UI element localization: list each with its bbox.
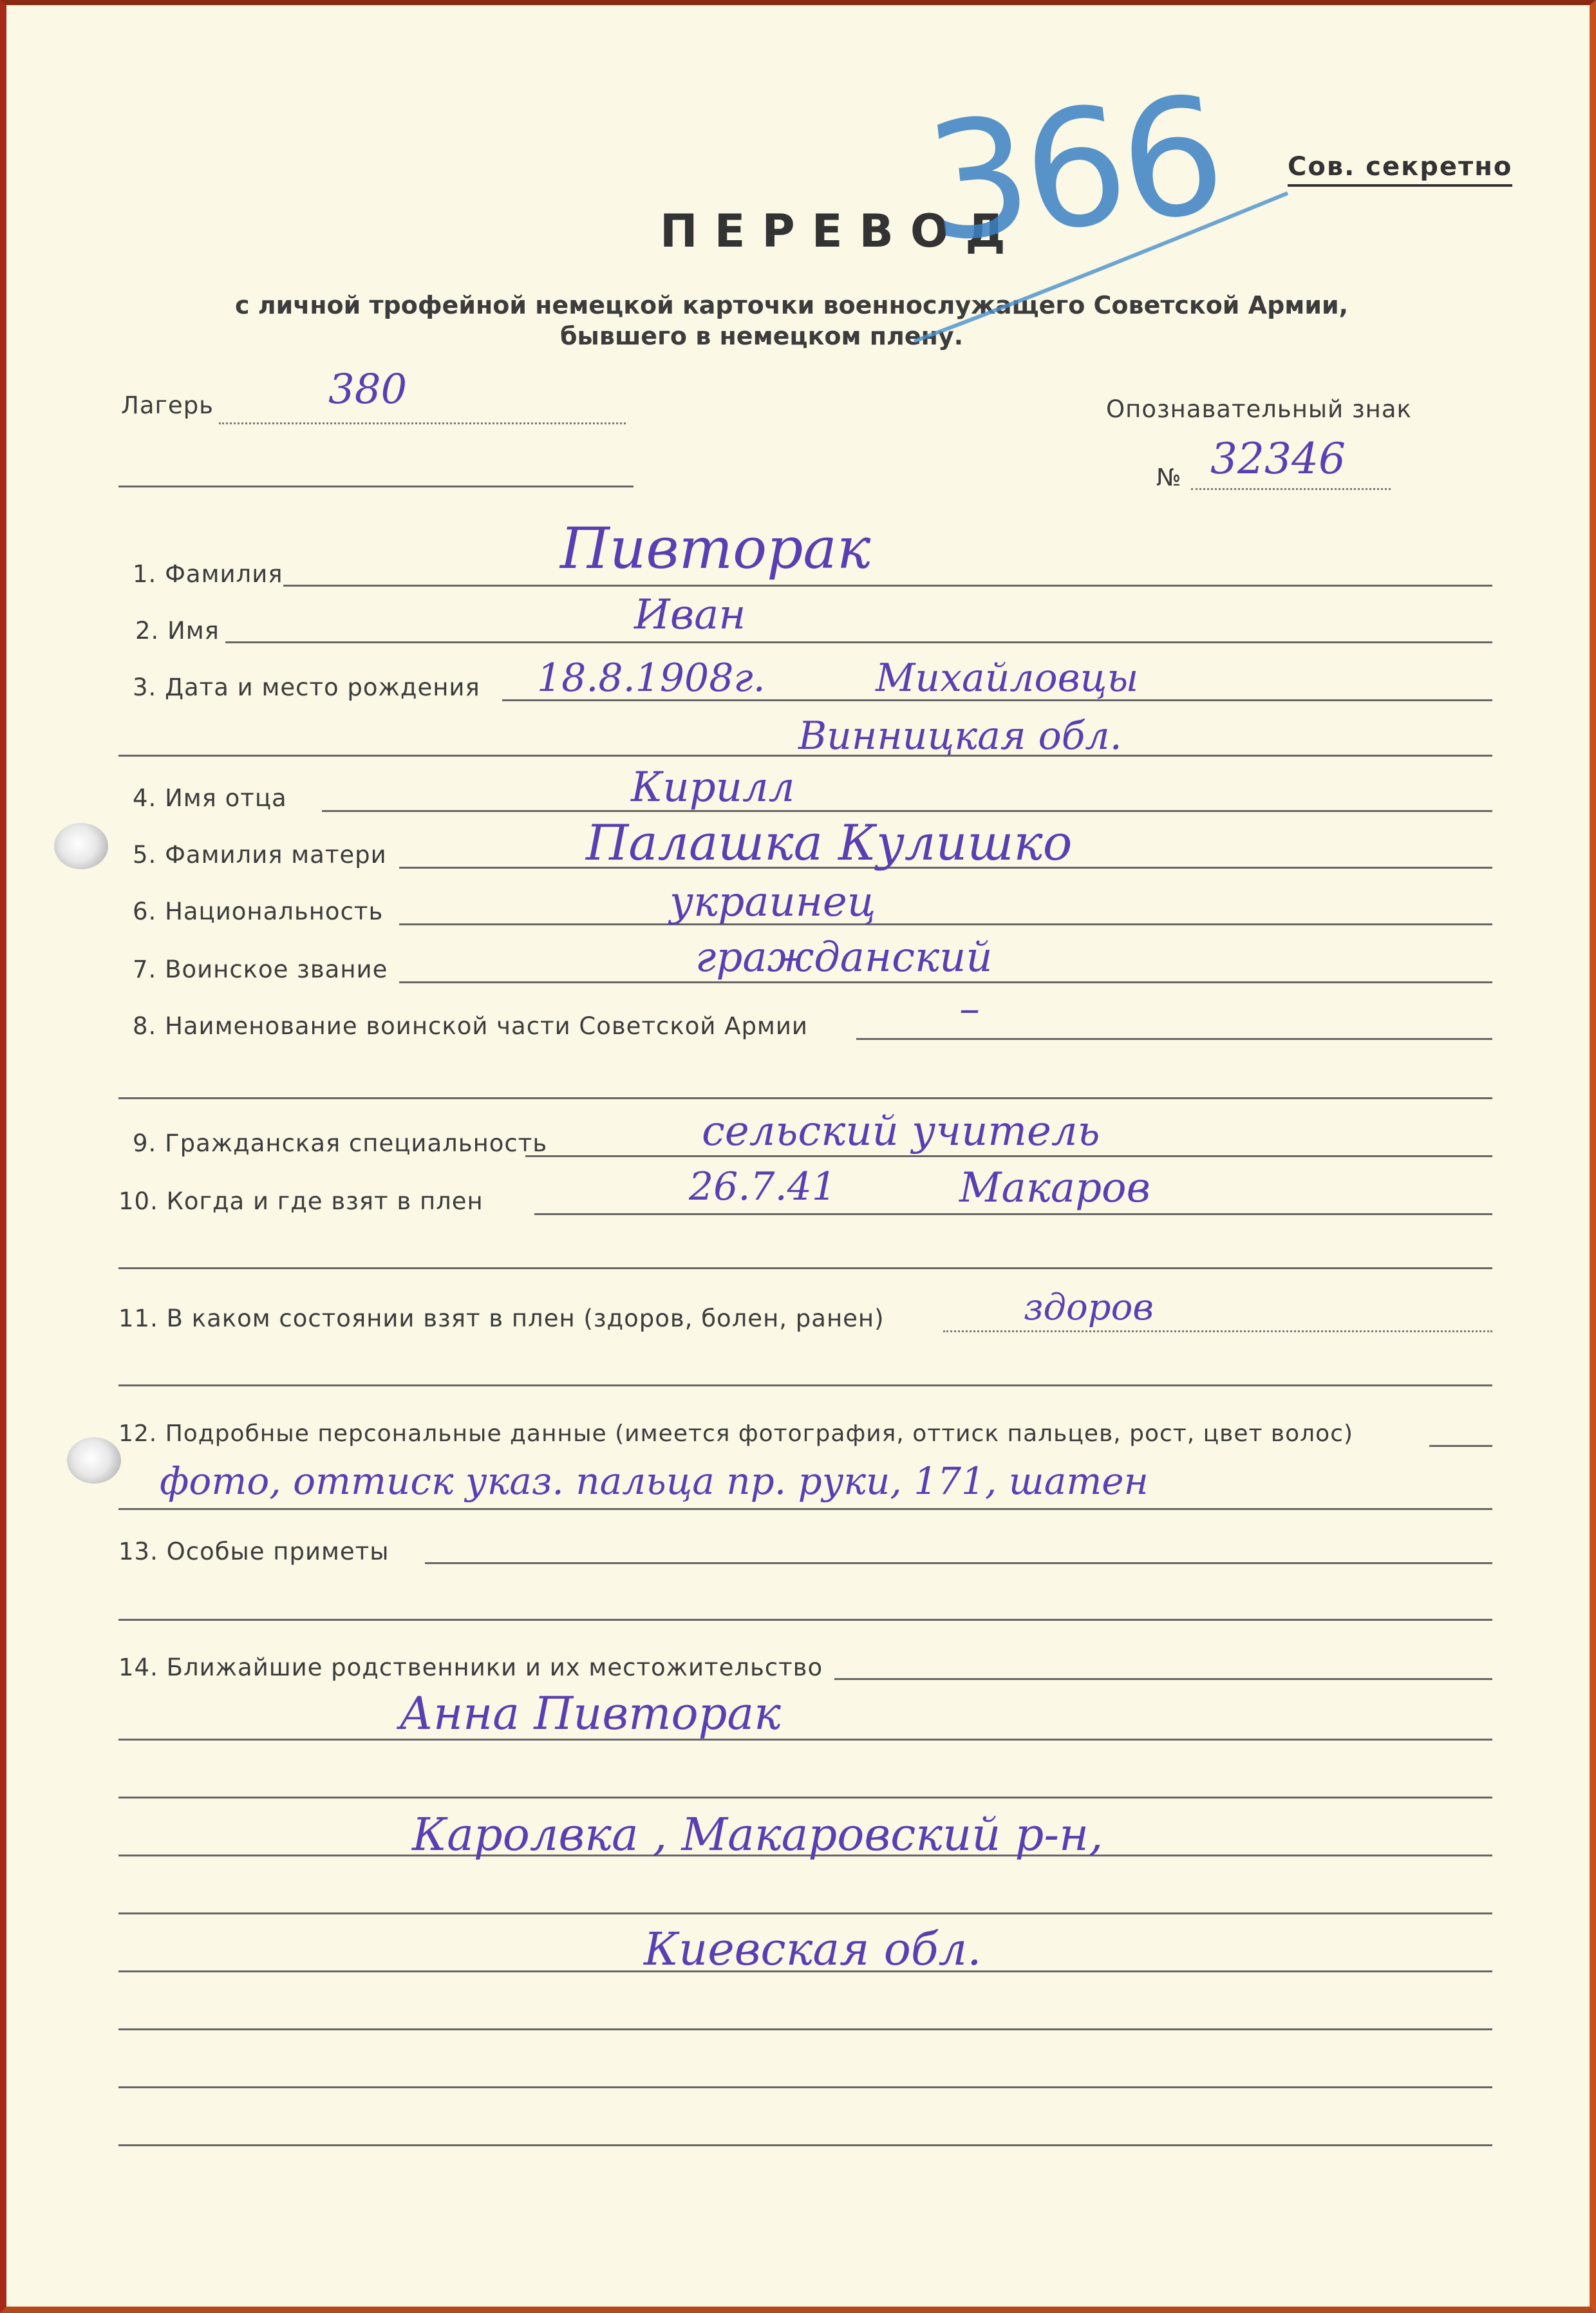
nationality-value: украинец — [670, 878, 876, 926]
captured-line — [534, 1213, 1492, 1215]
camp-line — [219, 422, 626, 424]
personal-line — [1429, 1445, 1492, 1447]
father-line — [322, 810, 1492, 812]
profession-label: 9. Гражданская специальность — [133, 1129, 548, 1157]
captured-label: 10. Когда и где взят в плен — [118, 1187, 483, 1215]
relatives-value-1: Анна Пивторак — [399, 1687, 781, 1740]
marks-line-2 — [118, 1619, 1492, 1621]
birth-date: 18.8.1908г. — [537, 656, 765, 701]
condition-line-2 — [118, 1384, 1492, 1386]
name-line — [225, 641, 1492, 643]
secrecy-stamp: Сов. секретно — [1288, 152, 1512, 187]
nationality-line — [399, 923, 1492, 925]
unit-line-2 — [118, 1097, 1492, 1099]
relatives-line-9 — [118, 2144, 1492, 2146]
profession-line — [525, 1155, 1492, 1157]
birth-label: 3. Дата и место рождения — [133, 674, 480, 701]
relatives-line-5 — [118, 1912, 1492, 1914]
rank-label: 7. Воинское звание — [133, 956, 388, 983]
id-tag-number-prefix: № — [1156, 464, 1182, 491]
condition-label: 11. В каком состоянии взят в плен (здоров, болен, ранен) — [118, 1305, 885, 1332]
relatives-label: 14. Ближайшие родственники и их местожительство — [118, 1654, 823, 1681]
unit-line — [856, 1038, 1492, 1040]
surname-label: 1. Фамилия — [133, 560, 283, 588]
relatives-line-3 — [118, 1797, 1492, 1798]
surname-line — [283, 585, 1492, 587]
marks-label: 13. Особые приметы — [118, 1538, 390, 1565]
relatives-value-3: Киевская обл. — [644, 1923, 982, 1976]
id-tag-line — [1191, 488, 1391, 490]
relatives-line-8 — [118, 2086, 1492, 2088]
personal-line-2 — [118, 1508, 1492, 1510]
relatives-line-7 — [118, 2028, 1492, 2030]
id-tag-value: 32346 — [1210, 434, 1346, 484]
personal-value: фото, оттиск указ. пальца пр. руки, 171, шатен — [160, 1459, 1149, 1503]
surname-value: Пивторак — [560, 515, 871, 581]
personal-label: 12. Подробные персональные данные (имеется фотография, оттиск пальцев, рост, цвет волос) — [118, 1421, 1354, 1447]
rank-line — [399, 981, 1492, 983]
rank-value: гражданский — [695, 934, 993, 981]
archive-stroke — [901, 155, 1300, 361]
father-label: 4. Имя отца — [133, 784, 287, 812]
camp-label: Лагерь — [121, 392, 214, 419]
document-title: ПЕРЕВОД — [660, 205, 1022, 258]
relatives-line-2 — [118, 1739, 1492, 1741]
captured-date: 26.7.41 — [689, 1164, 837, 1209]
mother-label: 5. Фамилия матери — [133, 841, 387, 869]
profession-value: сельский учитель — [702, 1108, 1100, 1155]
name-value: Иван — [634, 591, 746, 639]
camp-line-2 — [118, 486, 634, 487]
relatives-line — [834, 1678, 1492, 1680]
id-tag-label: Опознавательный знак — [1106, 395, 1412, 423]
punch-hole-bottom — [67, 1437, 121, 1484]
condition-line — [943, 1330, 1492, 1332]
camp-value: 380 — [328, 366, 408, 413]
birth-place-1: Михайловцы — [876, 656, 1139, 701]
captured-place: Макаров — [959, 1164, 1150, 1212]
unit-label: 8. Наименование воинской части Советской Армии — [133, 1012, 808, 1040]
document-subtitle-line1: с личной трофейной немецкой карточки военнослужащего Советской Армии, — [235, 291, 1349, 319]
mother-value: Палашка Кулишко — [586, 814, 1073, 871]
archive-number: 366 — [918, 61, 1228, 278]
birth-line-2 — [118, 755, 1492, 757]
condition-value: здоров — [1024, 1287, 1154, 1328]
punch-hole-top — [54, 823, 108, 869]
name-label: 2. Имя — [135, 617, 220, 645]
relatives-value-2: Каролвка , Макаровский р-н, — [412, 1808, 1103, 1861]
nationality-label: 6. Национальность — [133, 898, 384, 925]
father-value: Кирилл — [631, 764, 795, 811]
marks-line — [425, 1562, 1492, 1564]
document-subtitle-line2: бывшего в немецком плену. — [560, 322, 964, 350]
unit-value: – — [959, 985, 980, 1033]
captured-line-2 — [118, 1267, 1492, 1269]
birth-place-2: Винницкая обл. — [798, 713, 1122, 759]
